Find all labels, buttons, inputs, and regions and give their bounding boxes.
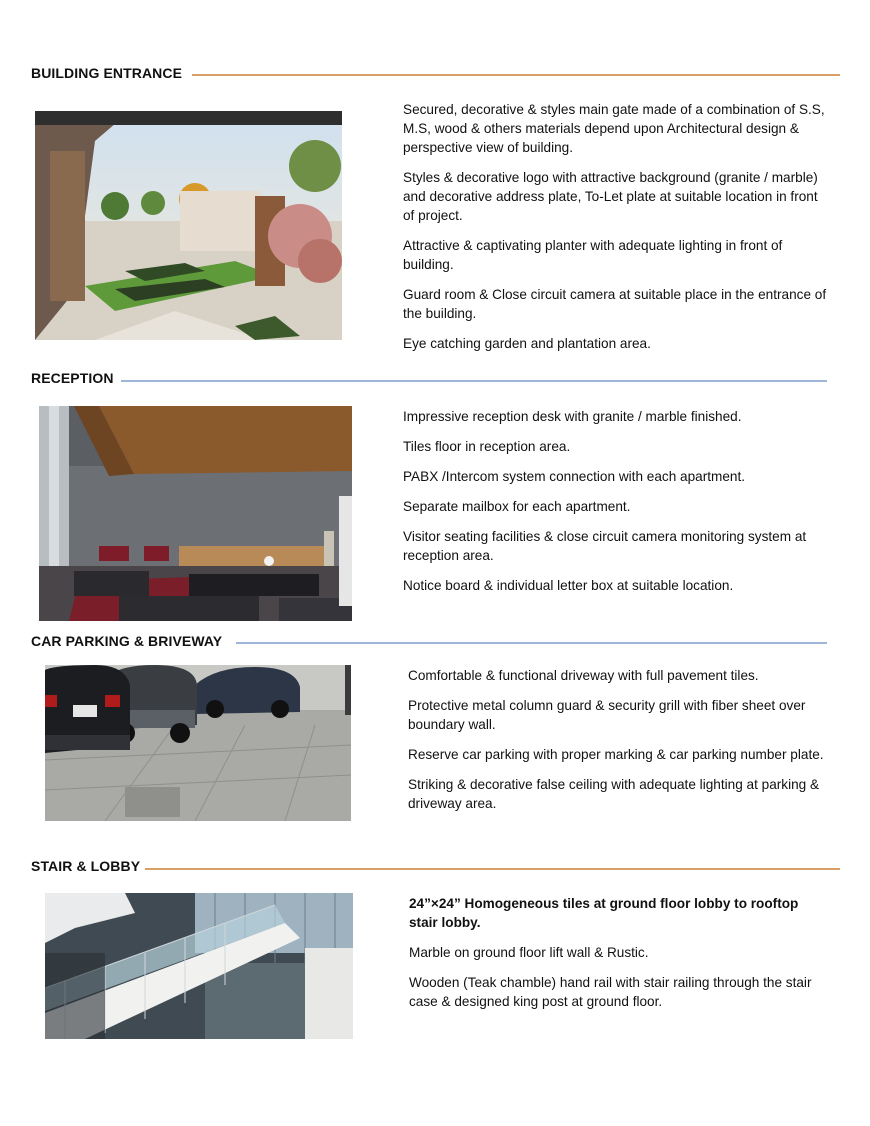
bullet-item: Tiles floor in reception area. [403, 439, 571, 454]
bullet-item: Marble on ground floor lift wall & Rustic. [409, 945, 649, 960]
bullet-item: Separate mailbox for each apartment. [403, 499, 631, 514]
section-title-building-entrance: BUILDING ENTRANCE [31, 65, 183, 81]
bullet-item: Impressive reception desk with granite / marble finished. [403, 409, 742, 424]
reception-lobby-photo [39, 406, 352, 621]
car-parking-photo [45, 665, 351, 821]
bullet-item: 24”×24” Homogeneous tiles at ground floor lobby to rooftop stair lobby. [409, 896, 799, 930]
section-bullets [408, 666, 828, 824]
bullet-item: Visitor seating facilities & close circuit camera monitoring system at reception area. [403, 529, 807, 563]
section-divider [145, 868, 840, 870]
section-bullets [403, 407, 828, 606]
bullet-item: Attractive & captivating planter with adequate lighting in front of building. [403, 238, 783, 272]
bullet-item: Guard room & Close circuit camera at suitable place in the entrance of the building. [403, 287, 827, 321]
section-divider [236, 642, 827, 644]
garden-entrance-photo [35, 111, 342, 340]
bullet-item: Eye catching garden and plantation area. [403, 336, 651, 351]
bullet-item: Secured, decorative & styles main gate made of a combination of S.S, M.S, wood & others materials depend upon Architectural design & perspective view of building. [403, 102, 825, 155]
bullet-item: PABX /Intercom system connection with each apartment. [403, 469, 746, 484]
bullet-item: Comfortable & functional driveway with full pavement tiles. [408, 668, 759, 683]
section-bullets [409, 894, 829, 1022]
stair-lobby-photo [45, 893, 353, 1039]
bullet-item: Striking & decorative false ceiling with adequate lighting at parking & driveway area. [408, 777, 820, 811]
bullet-item: Styles & decorative logo with attractive background (granite / marble) and decorative address plate, To-Let plate at suitable location in front of project. [403, 170, 818, 223]
section-divider [192, 74, 840, 76]
bullet-item: Protective metal column guard & security grill with fiber sheet over boundary wall. [408, 698, 806, 732]
section-title-car-parking: CAR PARKING & BRIVEWAY [31, 633, 223, 649]
section-divider [121, 380, 827, 382]
section-title-reception: RECEPTION [31, 370, 114, 386]
bullet-item: Wooden (Teak chamble) hand rail with stair railing through the stair case & designed king post at ground floor. [409, 975, 812, 1009]
bullet-item: Notice board & individual letter box at suitable location. [403, 578, 734, 593]
bullet-item: Reserve car parking with proper marking & car parking number plate. [408, 747, 824, 762]
section-bullets [403, 100, 828, 364]
section-title-stair-lobby: STAIR & LOBBY [31, 858, 141, 874]
